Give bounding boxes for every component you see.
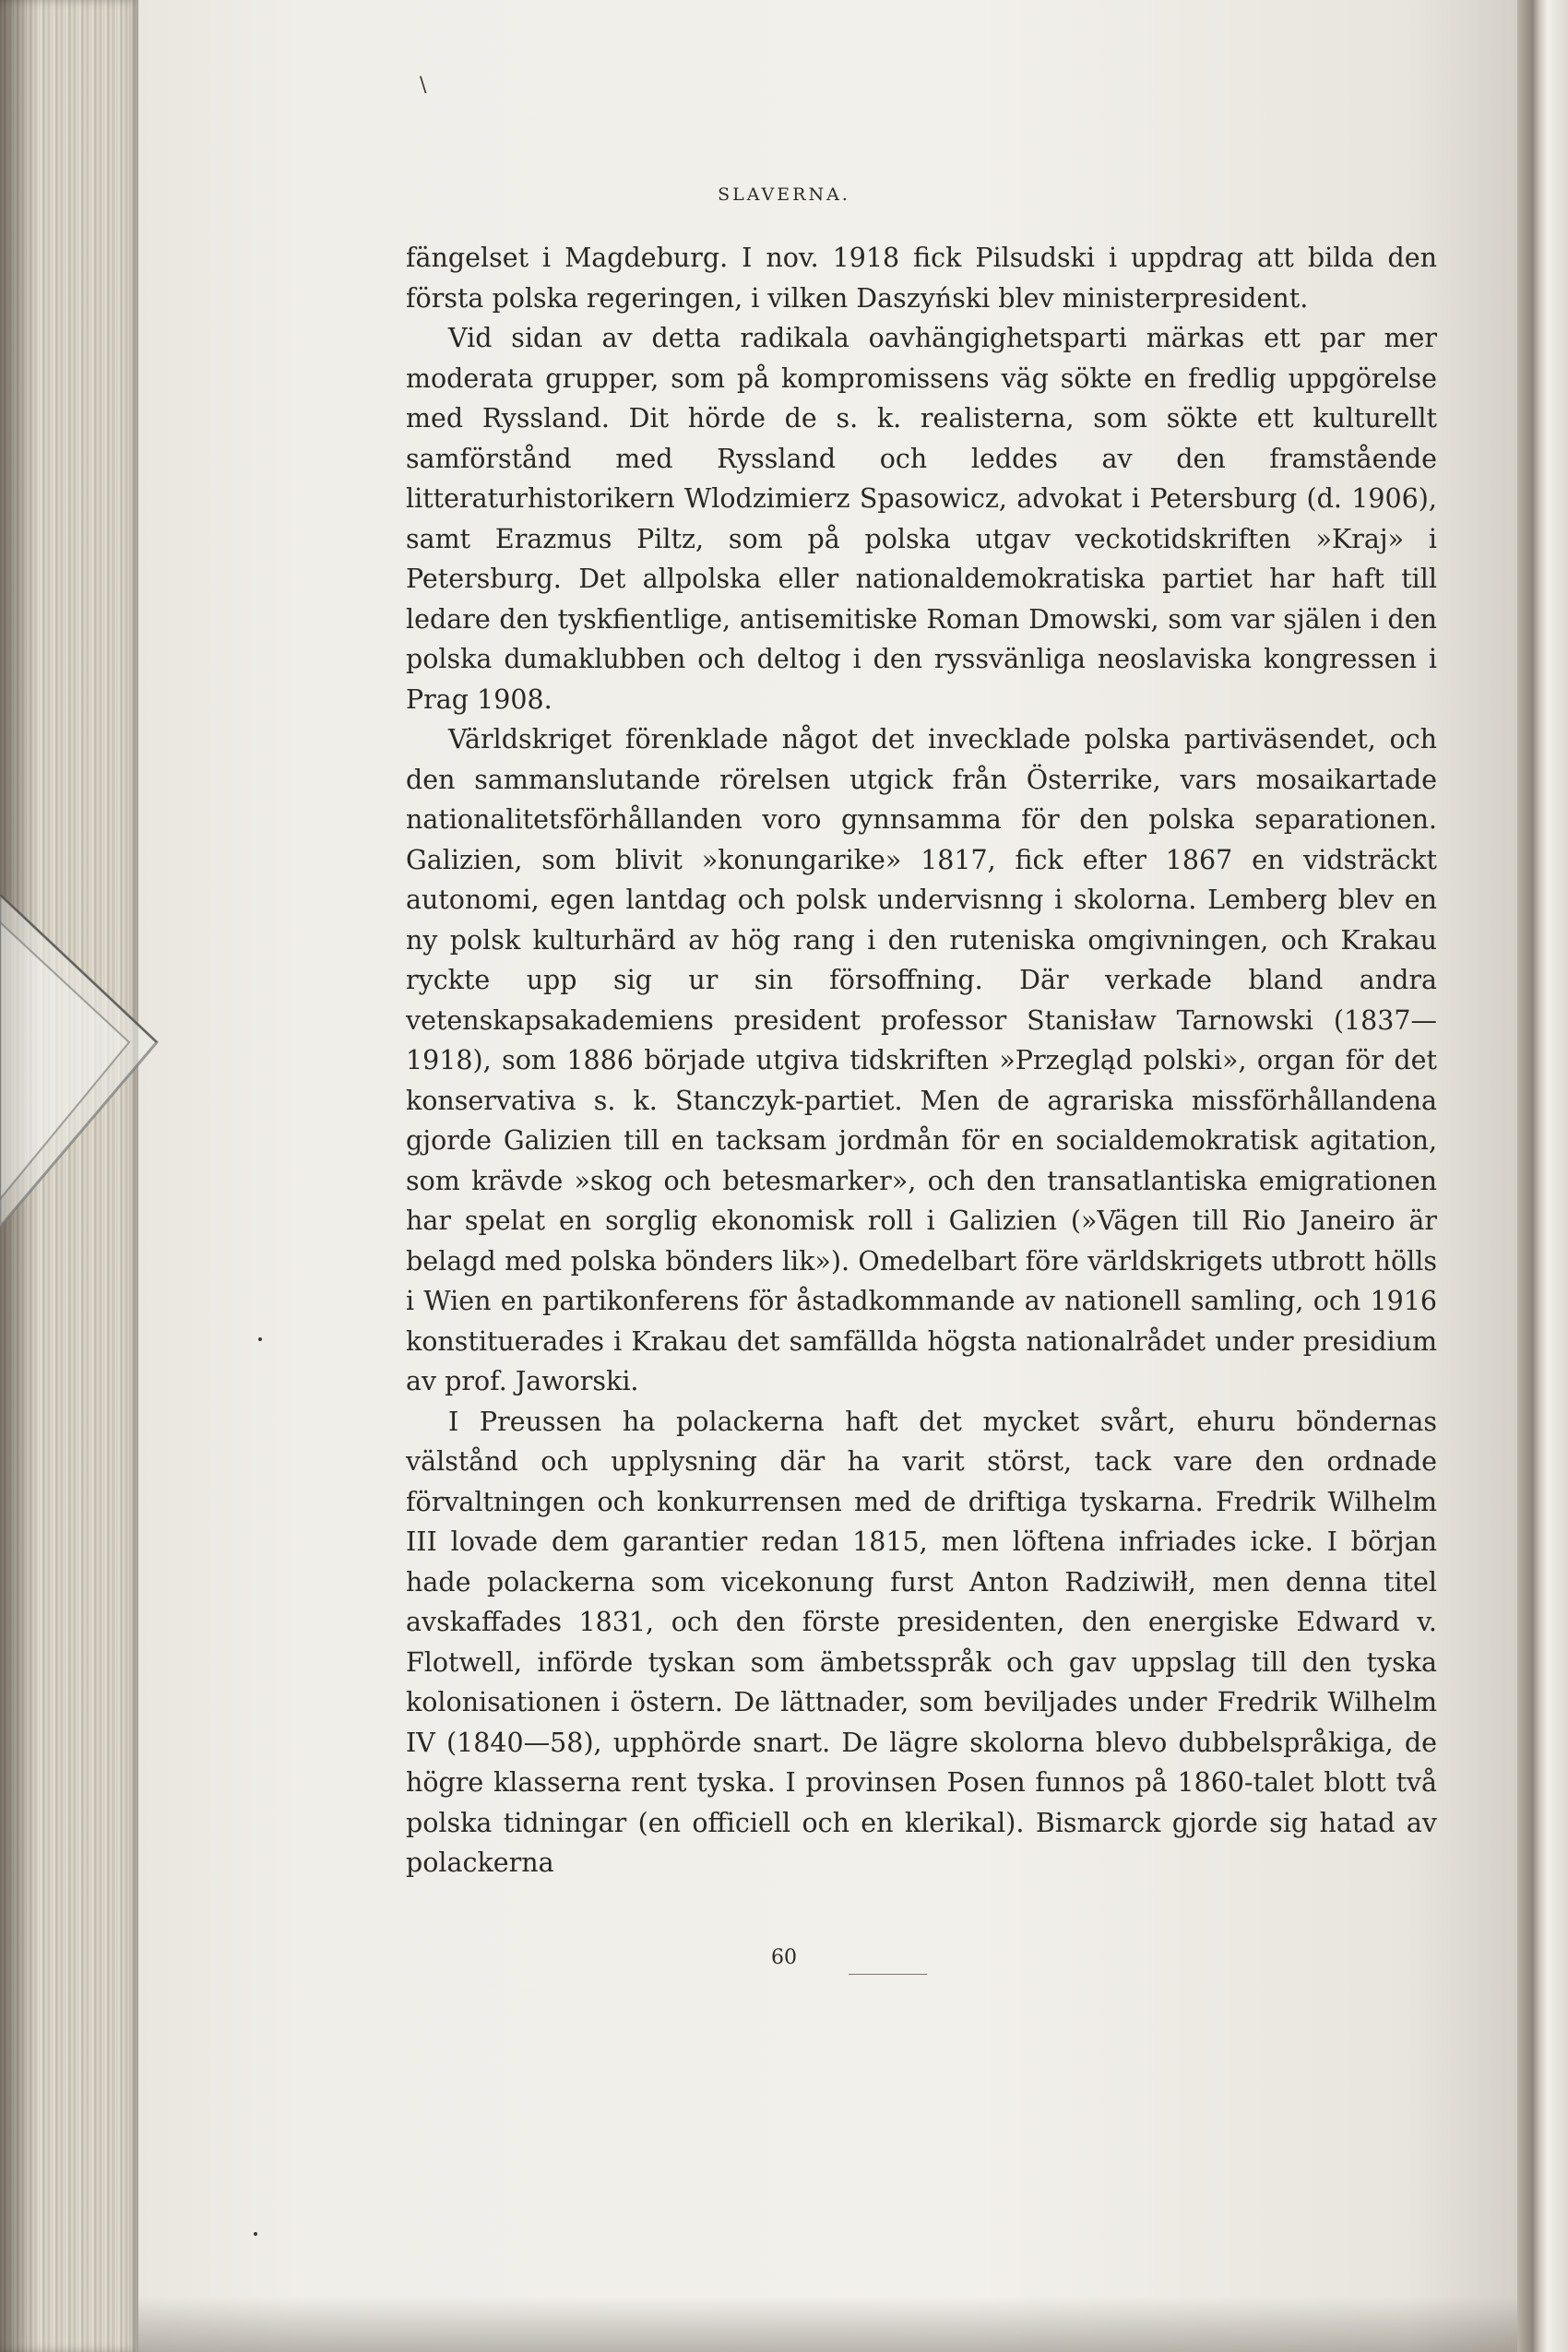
paragraph-2: Vid sidan av detta radikala oavhängighetsparti märkas ett par mer moderata grupper, som på kompromissens väg sökte en fredlig uppgörelse med Ryssland. Dit hörde de s. k. realisterna, som sökte ett kulturellt samförstånd med Ryssland och leddes av den framstående litteraturhistorikern Wlodzimierz Spasowicz, advokat i Petersburg (d. 1906), samt Erazmus Piltz, som på polska utgav veckotidskriften »Kraj» i Petersburg. Det allpolska eller nationaldemokratiska partiet har haft till ledare den tyskfientlige, antisemitiske Roman Dmowski, som var själen i den polska dumaklubben och deltog i den ryssvänliga neoslaviska kongressen i Prag 1908. [406,323,1437,715]
translucent-bookmark [0,867,166,1236]
page-number-rule [849,1974,927,1975]
paper-speck [254,2232,257,2236]
paragraph-1: fängelset i Magdeburg. I nov. 1918 fick Pilsudski i uppdrag att bilda den första polska regeringen, i vilken Daszyński blev ministerpresident. [406,243,1437,314]
top-mark: \ [420,74,427,97]
paper-speck [258,1337,262,1341]
body-text [406,238,1437,1883]
page-number: 60 [771,1946,797,1969]
page-bottom-shadow [138,2297,1517,2352]
paragraph-4: I Preussen ha polackerna haft det mycket svårt, ehuru böndernas välstånd och upplysning där ha varit störst, tack vare den ordnade förvaltningen och konkurrensen med de driftiga tyskarna. Fredrik Wilhelm III lovade dem garantier redan 1815, men löftena infriades icke. I början hade polackerna som vicekonung furst Anton Radziwiłł, men denna titel avskaffades 1831, och den förste presidenten, den energiske Edward v. Flotwell, införde tyskan som ämbetsspråk och gav uppslag till den tyska kolonisationen i östern. De lättnader, som beviljades under Fredrik Wilhelm IV (1840—58), upphörde snart. De lägre skolorna blevo dubbelspråkiga, de högre klasserna rent tyska. I provinsen Posen funnos på 1860-talet blott två polska tidningar (en officiell och en klerikal). Bismarck gjorde sig hatad av polackerna [406,1406,1437,1878]
paragraph-3: Världskriget förenklade något det invecklade polska partiväsendet, och den sammanslutande rörelsen utgick från Österrike, vars mosaikartade nationalitetsförhållanden voro gynnsamma för den polska separationen. Galizien, som blivit »konungarike» 1817, fick efter 1867 en vidsträckt autonomi, egen lantdag och polsk undervisnng i skolorna. Lemberg blev en ny polsk kulturhärd av hög rang i den ruteniska omgivningen, och Krakau ryckte upp sig ur sin försoffning. Där verkade bland andra vetenskapsakademiens president professor Stanisław Tarnowski (1837—1918), som 1886 började utgiva tidskriften »Przegląd polski», organ för det konservativa s. k. Stanczyk-partiet. Men de agrariska missförhållandena gjorde Galizien till en tacksam jordmån för en socialdemokratisk agitation, som krävde »skog och betesmarker», och den transatlantiska emigrationen har spelat en sorglig ekonomisk roll i Galizien (»Vägen till Rio Janeiro är belagd med polska bönders lik»). Omedelbart före världskrigets utbrott hölls i Wien en partikonferens för åstadkommande av nationell samling, och 1916 konstituerades i Krakau det samfällda högsta nationalrådet under presidium av prof. Jaworski. [406,724,1437,1396]
book-right-edge [1517,0,1568,2352]
running-header: SLAVERNA. [718,184,850,205]
